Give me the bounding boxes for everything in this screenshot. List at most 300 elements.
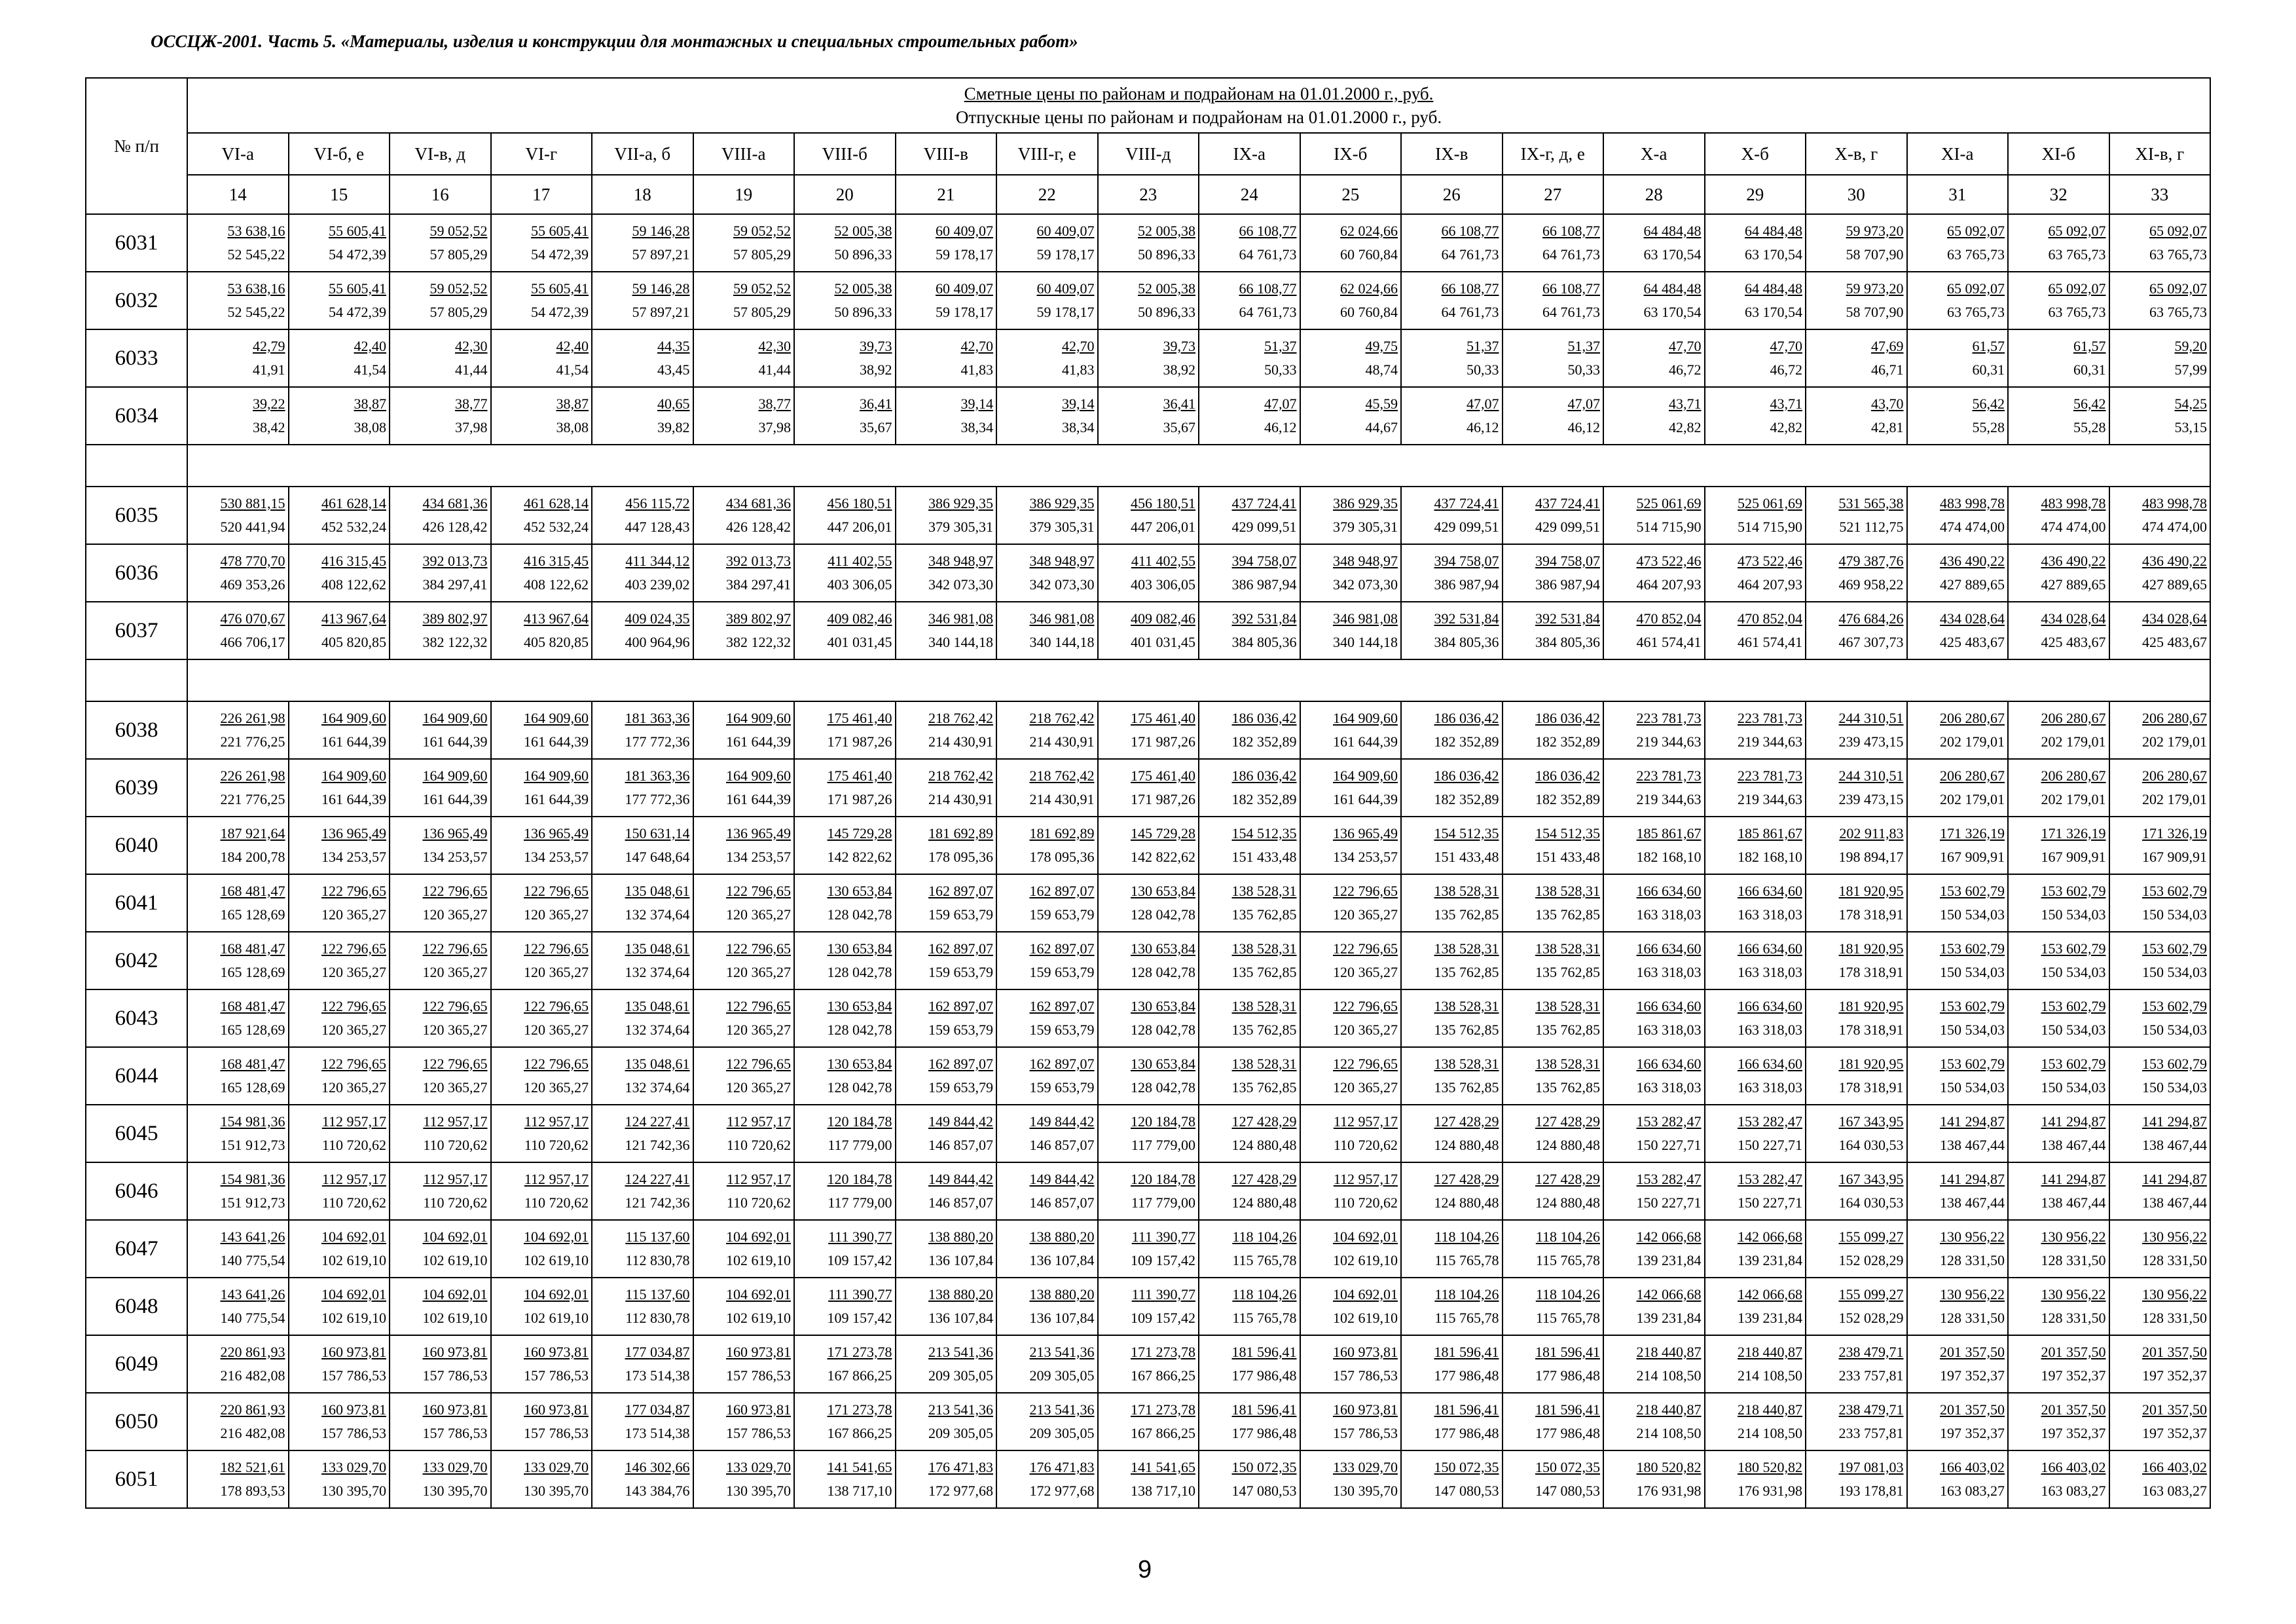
estimate-price-wrap [2110,277,2210,301]
price-cell [2109,1278,2211,1335]
estimate-price: 201 357,50 [2142,1344,2207,1360]
release-price: 38,08 [556,419,589,435]
release-price: 466 706,17 [220,634,285,650]
estimate-price-wrap [1301,277,1401,301]
price-cell [2008,214,2109,272]
price-cell [1907,544,2009,602]
price-cell [390,1105,491,1162]
estimate-price: 346 981,08 [1029,610,1095,627]
price-cell [187,272,289,329]
estimate-price: 122 796,65 [321,883,386,899]
estimate-price: 127 428,29 [1434,1113,1499,1130]
release-price: 202 179,01 [2041,733,2106,750]
estimate-price: 111 390,77 [1131,1228,1195,1245]
release-price: 150 534,03 [2142,964,2207,980]
estimate-price-wrap [1301,1283,1401,1306]
price-cell [1098,214,1199,272]
release-price: 163 318,03 [1636,1079,1702,1096]
price-cell [2008,989,2109,1047]
estimate-price: 112 957,17 [321,1171,386,1187]
estimate-price-wrap [795,1456,895,1479]
price-cell [1098,989,1199,1047]
estimate-price: 138 880,20 [928,1286,993,1302]
release-price: 167 866,25 [827,1425,892,1441]
price-cell [1300,1047,1402,1105]
price-cell [896,387,997,445]
estimate-price-wrap [1705,607,1806,631]
release-price: 150 534,03 [2142,1079,2207,1096]
price-cell [289,1335,390,1393]
estimate-price: 138 528,31 [1535,1056,1600,1072]
estimate-price-wrap [492,1110,592,1134]
price-cell [592,932,693,989]
release-price: 178 095,36 [928,849,993,865]
price-cell [1603,1335,1705,1393]
release-price: 209 305,05 [1029,1425,1095,1441]
estimate-price: 135 048,61 [625,940,690,957]
price-cell [1401,387,1503,445]
price-cell [390,1335,491,1393]
estimate-price-wrap [188,219,288,243]
release-price: 384 805,36 [1231,634,1297,650]
release-price: 139 231,84 [1738,1310,1802,1326]
estimate-price: 386 929,35 [1333,495,1398,511]
release-price: 63 765,73 [2149,304,2207,320]
release-price: 447 128,43 [625,519,690,535]
release-price: 135 762,85 [1231,906,1297,923]
release-price: 157 786,53 [726,1425,791,1441]
release-price: 159 653,79 [1029,1022,1095,1038]
estimate-price: 411 344,12 [625,553,690,569]
estimate-price-wrap [997,607,1097,631]
estimate-price-wrap [694,1168,794,1191]
price-cell [390,759,491,817]
table-row [86,487,2210,544]
release-price: 136 107,84 [928,1252,993,1268]
release-price: 233 757,81 [1838,1367,1904,1384]
separator-cell [187,445,2210,487]
estimate-price: 164 909,60 [422,767,488,784]
release-price: 63 765,73 [2048,304,2106,320]
release-price: 55,28 [2073,419,2106,435]
estimate-price-wrap [1908,1052,2008,1076]
separator-cell [86,445,187,487]
row-id-cell: 6048 [86,1278,187,1335]
estimate-price-wrap [1503,1398,1603,1422]
estimate-price-wrap [896,995,996,1018]
estimate-price: 55 605,41 [329,280,386,297]
price-cell [1401,1393,1503,1450]
estimate-price-wrap [188,1110,288,1134]
price-cell [1199,272,1300,329]
estimate-price-wrap [592,822,693,845]
price-cell [390,874,491,932]
price-cell [2008,487,2109,544]
price-cell [2109,1450,2211,1508]
estimate-price: 168 481,47 [220,883,285,899]
column-number-cell: 20 [794,175,896,214]
price-cell [896,817,997,874]
estimate-price: 201 357,50 [2142,1401,2207,1418]
estimate-price: 43,70 [1871,396,1904,412]
estimate-price: 138 528,31 [1434,940,1499,957]
price-cell [1199,759,1300,817]
release-price: 102 619,10 [726,1310,791,1326]
release-price: 384 805,36 [1434,634,1499,650]
estimate-price: 104 692,01 [1333,1228,1398,1245]
release-price: 41,91 [253,361,285,378]
estimate-price-wrap [694,995,794,1018]
price-cell [592,874,693,932]
release-price: 120 365,27 [321,1022,386,1038]
estimate-price-wrap [1806,335,1906,358]
price-cell [1300,932,1402,989]
release-price: 429 099,51 [1434,519,1499,535]
estimate-price: 180 520,82 [1738,1459,1802,1475]
release-price: 379 305,31 [1029,519,1095,535]
price-cell [1199,989,1300,1047]
price-cell [187,874,289,932]
estimate-price: 141 294,87 [2142,1113,2207,1130]
estimate-price-wrap [2110,335,2210,358]
price-cell [1806,1220,1907,1278]
price-cell [1907,487,2009,544]
estimate-price-wrap [592,549,693,573]
estimate-price: 39,22 [253,396,285,412]
release-price: 117 779,00 [828,1137,892,1153]
price-cell [187,1278,289,1335]
column-number-cell: 16 [390,175,491,214]
estimate-price: 64 484,48 [1643,280,1702,297]
estimate-price: 112 957,17 [726,1113,791,1130]
release-price: 202 179,01 [1940,791,2005,807]
estimate-price-wrap [492,764,592,788]
release-price: 386 987,94 [1535,576,1600,593]
release-price: 112 830,78 [625,1252,690,1268]
price-cell [289,544,390,602]
estimate-price: 181 920,95 [1838,883,1904,899]
estimate-price-wrap [2110,1398,2210,1422]
release-price: 134 253,57 [422,849,488,865]
estimate-price: 52 005,38 [1138,280,1195,297]
estimate-price: 43,71 [1770,396,1802,412]
price-cell [1705,487,1806,544]
release-price: 178 893,53 [220,1483,285,1499]
price-cell [592,487,693,544]
estimate-price: 42,40 [354,338,386,354]
estimate-price: 104 692,01 [321,1286,386,1302]
release-price: 128 042,78 [1131,1022,1195,1038]
price-cell [1907,1393,2009,1450]
price-cell [491,1278,592,1335]
estimate-price: 130 653,84 [827,998,892,1014]
release-price: 115 765,78 [1535,1252,1600,1268]
estimate-price-wrap [896,937,996,961]
price-cell [1907,329,2009,387]
release-price: 110 720,62 [524,1194,589,1211]
price-cell [2008,1220,2109,1278]
table-row [86,1047,2210,1105]
release-price: 55,28 [1972,419,2005,435]
estimate-price: 135 048,61 [625,883,690,899]
estimate-price-wrap [2110,995,2210,1018]
estimate-price: 138 528,31 [1231,940,1297,957]
estimate-price-wrap [1199,277,1300,301]
price-cell [1401,1335,1503,1393]
price-cell [693,602,795,659]
estimate-price: 525 061,69 [1738,495,1802,511]
estimate-price: 122 796,65 [524,1056,589,1072]
estimate-price-wrap [1402,335,1502,358]
release-price: 182 168,10 [1738,849,1802,865]
release-price: 150 227,71 [1738,1137,1802,1153]
estimate-price: 456 115,72 [625,495,690,511]
release-price: 152 028,29 [1838,1310,1904,1326]
region-header-cell: VII-а, б [592,133,693,175]
release-price: 120 365,27 [321,1079,386,1096]
price-cell [289,602,390,659]
release-price: 178 095,36 [1029,849,1095,865]
release-price: 177 986,48 [1434,1367,1499,1384]
estimate-price-wrap [1503,219,1603,243]
price-cell [491,817,592,874]
page-number: 9 [1138,1556,1152,1583]
release-price: 110 720,62 [321,1137,386,1153]
price-cell [1199,1335,1300,1393]
release-price: 128 042,78 [1131,964,1195,980]
price-cell [187,487,289,544]
estimate-price: 66 108,77 [1542,223,1600,239]
release-price: 102 619,10 [524,1252,589,1268]
estimate-price: 153 282,47 [1738,1171,1802,1187]
row-id-cell: 6042 [86,932,187,989]
estimate-price-wrap [188,764,288,788]
estimate-price-wrap [795,392,895,416]
estimate-price-wrap [1705,707,1806,730]
release-price: 41,54 [556,361,589,378]
release-price: 37,98 [455,419,488,435]
table-row [86,1278,2210,1335]
estimate-price: 348 948,97 [1029,553,1095,569]
estimate-price: 160 973,81 [524,1344,589,1360]
price-cell [1503,817,1604,874]
estimate-price-wrap [289,707,390,730]
release-price: 386 987,94 [1231,576,1297,593]
release-price: 59 178,17 [1036,246,1095,263]
release-price: 429 099,51 [1231,519,1297,535]
estimate-price-wrap [1099,879,1199,903]
estimate-price-wrap [1908,995,2008,1018]
row-id-cell: 6038 [86,701,187,759]
release-price: 128 042,78 [827,964,892,980]
price-cell [1199,1278,1300,1335]
release-price: 102 619,10 [422,1252,488,1268]
row-id-cell: 6044 [86,1047,187,1105]
estimate-price-wrap [390,822,490,845]
release-price: 150 534,03 [1940,964,2005,980]
estimate-price-wrap [1199,1340,1300,1364]
estimate-price: 47,70 [1669,338,1702,354]
price-cell [1503,1393,1604,1450]
release-price: 163 318,03 [1738,906,1802,923]
estimate-price: 162 897,07 [1029,883,1095,899]
release-price: 193 178,81 [1838,1483,1904,1499]
estimate-price: 153 602,79 [1940,940,2005,957]
price-cell [1806,329,1907,387]
release-price: 48,74 [1365,361,1398,378]
price-cell [896,544,997,602]
group-separator-row [86,445,2210,487]
estimate-price-wrap [1908,1340,2008,1364]
price-cell [289,1450,390,1508]
estimate-price: 112 957,17 [321,1113,386,1130]
estimate-price-wrap [492,1340,592,1364]
estimate-price: 52 005,38 [834,280,892,297]
estimate-price-wrap [1301,995,1401,1018]
release-price: 120 365,27 [321,906,386,923]
release-price: 135 762,85 [1535,1022,1600,1038]
price-cell [390,544,491,602]
estimate-price: 483 998,78 [2142,495,2207,511]
estimate-price-wrap [1199,879,1300,903]
release-price: 178 318,91 [1838,1079,1904,1096]
estimate-price: 213 541,36 [928,1344,993,1360]
estimate-price: 186 036,42 [1434,710,1499,726]
estimate-price: 141 294,87 [2041,1171,2106,1187]
price-cell [896,989,997,1047]
estimate-price-wrap [2009,879,2109,903]
estimate-price: 171 273,78 [1131,1344,1195,1360]
release-price: 138 467,44 [2041,1194,2106,1211]
estimate-price-wrap [1301,1398,1401,1422]
price-cell [1705,214,1806,272]
estimate-price-wrap [2110,1340,2210,1364]
estimate-price-wrap [592,1168,693,1191]
estimate-price-wrap [492,1052,592,1076]
estimate-price-wrap [795,937,895,961]
release-price: 64 761,73 [1441,304,1499,320]
estimate-price-wrap [1301,492,1401,515]
estimate-price: 164 909,60 [1333,710,1398,726]
estimate-price-wrap [2110,1168,2210,1191]
price-cell [289,1047,390,1105]
estimate-price: 155 099,27 [1838,1228,1904,1245]
price-cell [1300,1278,1402,1335]
estimate-price-wrap [1705,335,1806,358]
price-cell [1300,1105,1402,1162]
estimate-price-wrap [1705,1225,1806,1249]
estimate-price-wrap [997,707,1097,730]
estimate-price-wrap [1705,1168,1806,1191]
price-cell [2008,817,2109,874]
release-price: 202 179,01 [1940,733,2005,750]
estimate-price: 122 796,65 [422,883,488,899]
price-cell [1806,487,1907,544]
estimate-price-wrap [1503,607,1603,631]
price-cell [289,272,390,329]
price-cell [187,1220,289,1278]
release-price: 157 786,53 [422,1367,488,1384]
estimate-price-wrap [1908,392,2008,416]
estimate-price-wrap [694,937,794,961]
estimate-price-wrap [1402,277,1502,301]
estimate-price: 186 036,42 [1434,767,1499,784]
price-cell [1603,487,1705,544]
price-cell [390,1162,491,1220]
estimate-price-wrap [390,707,490,730]
estimate-price-wrap [795,1168,895,1191]
release-price: 171 987,26 [1131,791,1195,807]
release-price: 50 896,33 [1138,304,1195,320]
estimate-price: 133 029,70 [321,1459,386,1475]
release-price: 182 352,89 [1434,791,1499,807]
estimate-price: 181 596,41 [1535,1344,1600,1360]
estimate-price: 141 541,65 [1131,1459,1195,1475]
region-header-cell: VI-г [491,133,592,175]
price-cell [996,817,1098,874]
estimate-price: 64 484,48 [1643,223,1702,239]
release-price: 128 331,50 [2041,1310,2106,1326]
estimate-price-wrap [1705,1398,1806,1422]
price-cell [390,1393,491,1450]
estimate-price-wrap [1908,707,2008,730]
estimate-price: 51,37 [1467,338,1499,354]
estimate-price: 122 796,65 [1333,1056,1398,1072]
estimate-price-wrap [795,879,895,903]
release-price: 521 112,75 [1839,519,1904,535]
column-number-cell: 32 [2008,175,2109,214]
price-cell [693,1047,795,1105]
price-cell [390,1220,491,1278]
price-cell [187,1105,289,1162]
release-price: 115 765,78 [1434,1310,1499,1326]
release-price: 214 108,50 [1738,1425,1802,1441]
estimate-price: 171 326,19 [1940,825,2005,841]
release-price: 135 762,85 [1231,964,1297,980]
estimate-price-wrap [1199,492,1300,515]
estimate-price: 160 973,81 [422,1344,488,1360]
price-cell [996,1220,1098,1278]
estimate-price: 130 653,84 [1131,940,1195,957]
estimate-price: 130 956,22 [2041,1286,2106,1302]
estimate-price-wrap [694,822,794,845]
estimate-price-wrap [492,879,592,903]
estimate-price-wrap [2110,1110,2210,1134]
price-cell [2109,1162,2211,1220]
price-cell [289,214,390,272]
price-cell [1503,1335,1604,1393]
price-cell [1806,932,1907,989]
release-price: 147 080,53 [1231,1483,1297,1499]
price-cell [794,1393,896,1450]
estimate-price-wrap [188,707,288,730]
estimate-price: 186 036,42 [1231,710,1297,726]
release-price: 121 742,36 [625,1137,690,1153]
estimate-price-wrap [1908,1110,2008,1134]
estimate-price: 59 973,20 [1846,280,1904,297]
estimate-price: 244 310,51 [1838,710,1904,726]
estimate-price-wrap [997,277,1097,301]
price-cell [1401,214,1503,272]
price-cell [1603,214,1705,272]
release-price: 159 653,79 [928,1022,993,1038]
price-cell [187,1335,289,1393]
estimate-price-wrap [390,1340,490,1364]
estimate-price: 153 602,79 [1940,998,2005,1014]
estimate-price: 120 184,78 [1131,1171,1195,1187]
estimate-price: 120 184,78 [827,1171,892,1187]
estimate-price-wrap [1199,822,1300,845]
